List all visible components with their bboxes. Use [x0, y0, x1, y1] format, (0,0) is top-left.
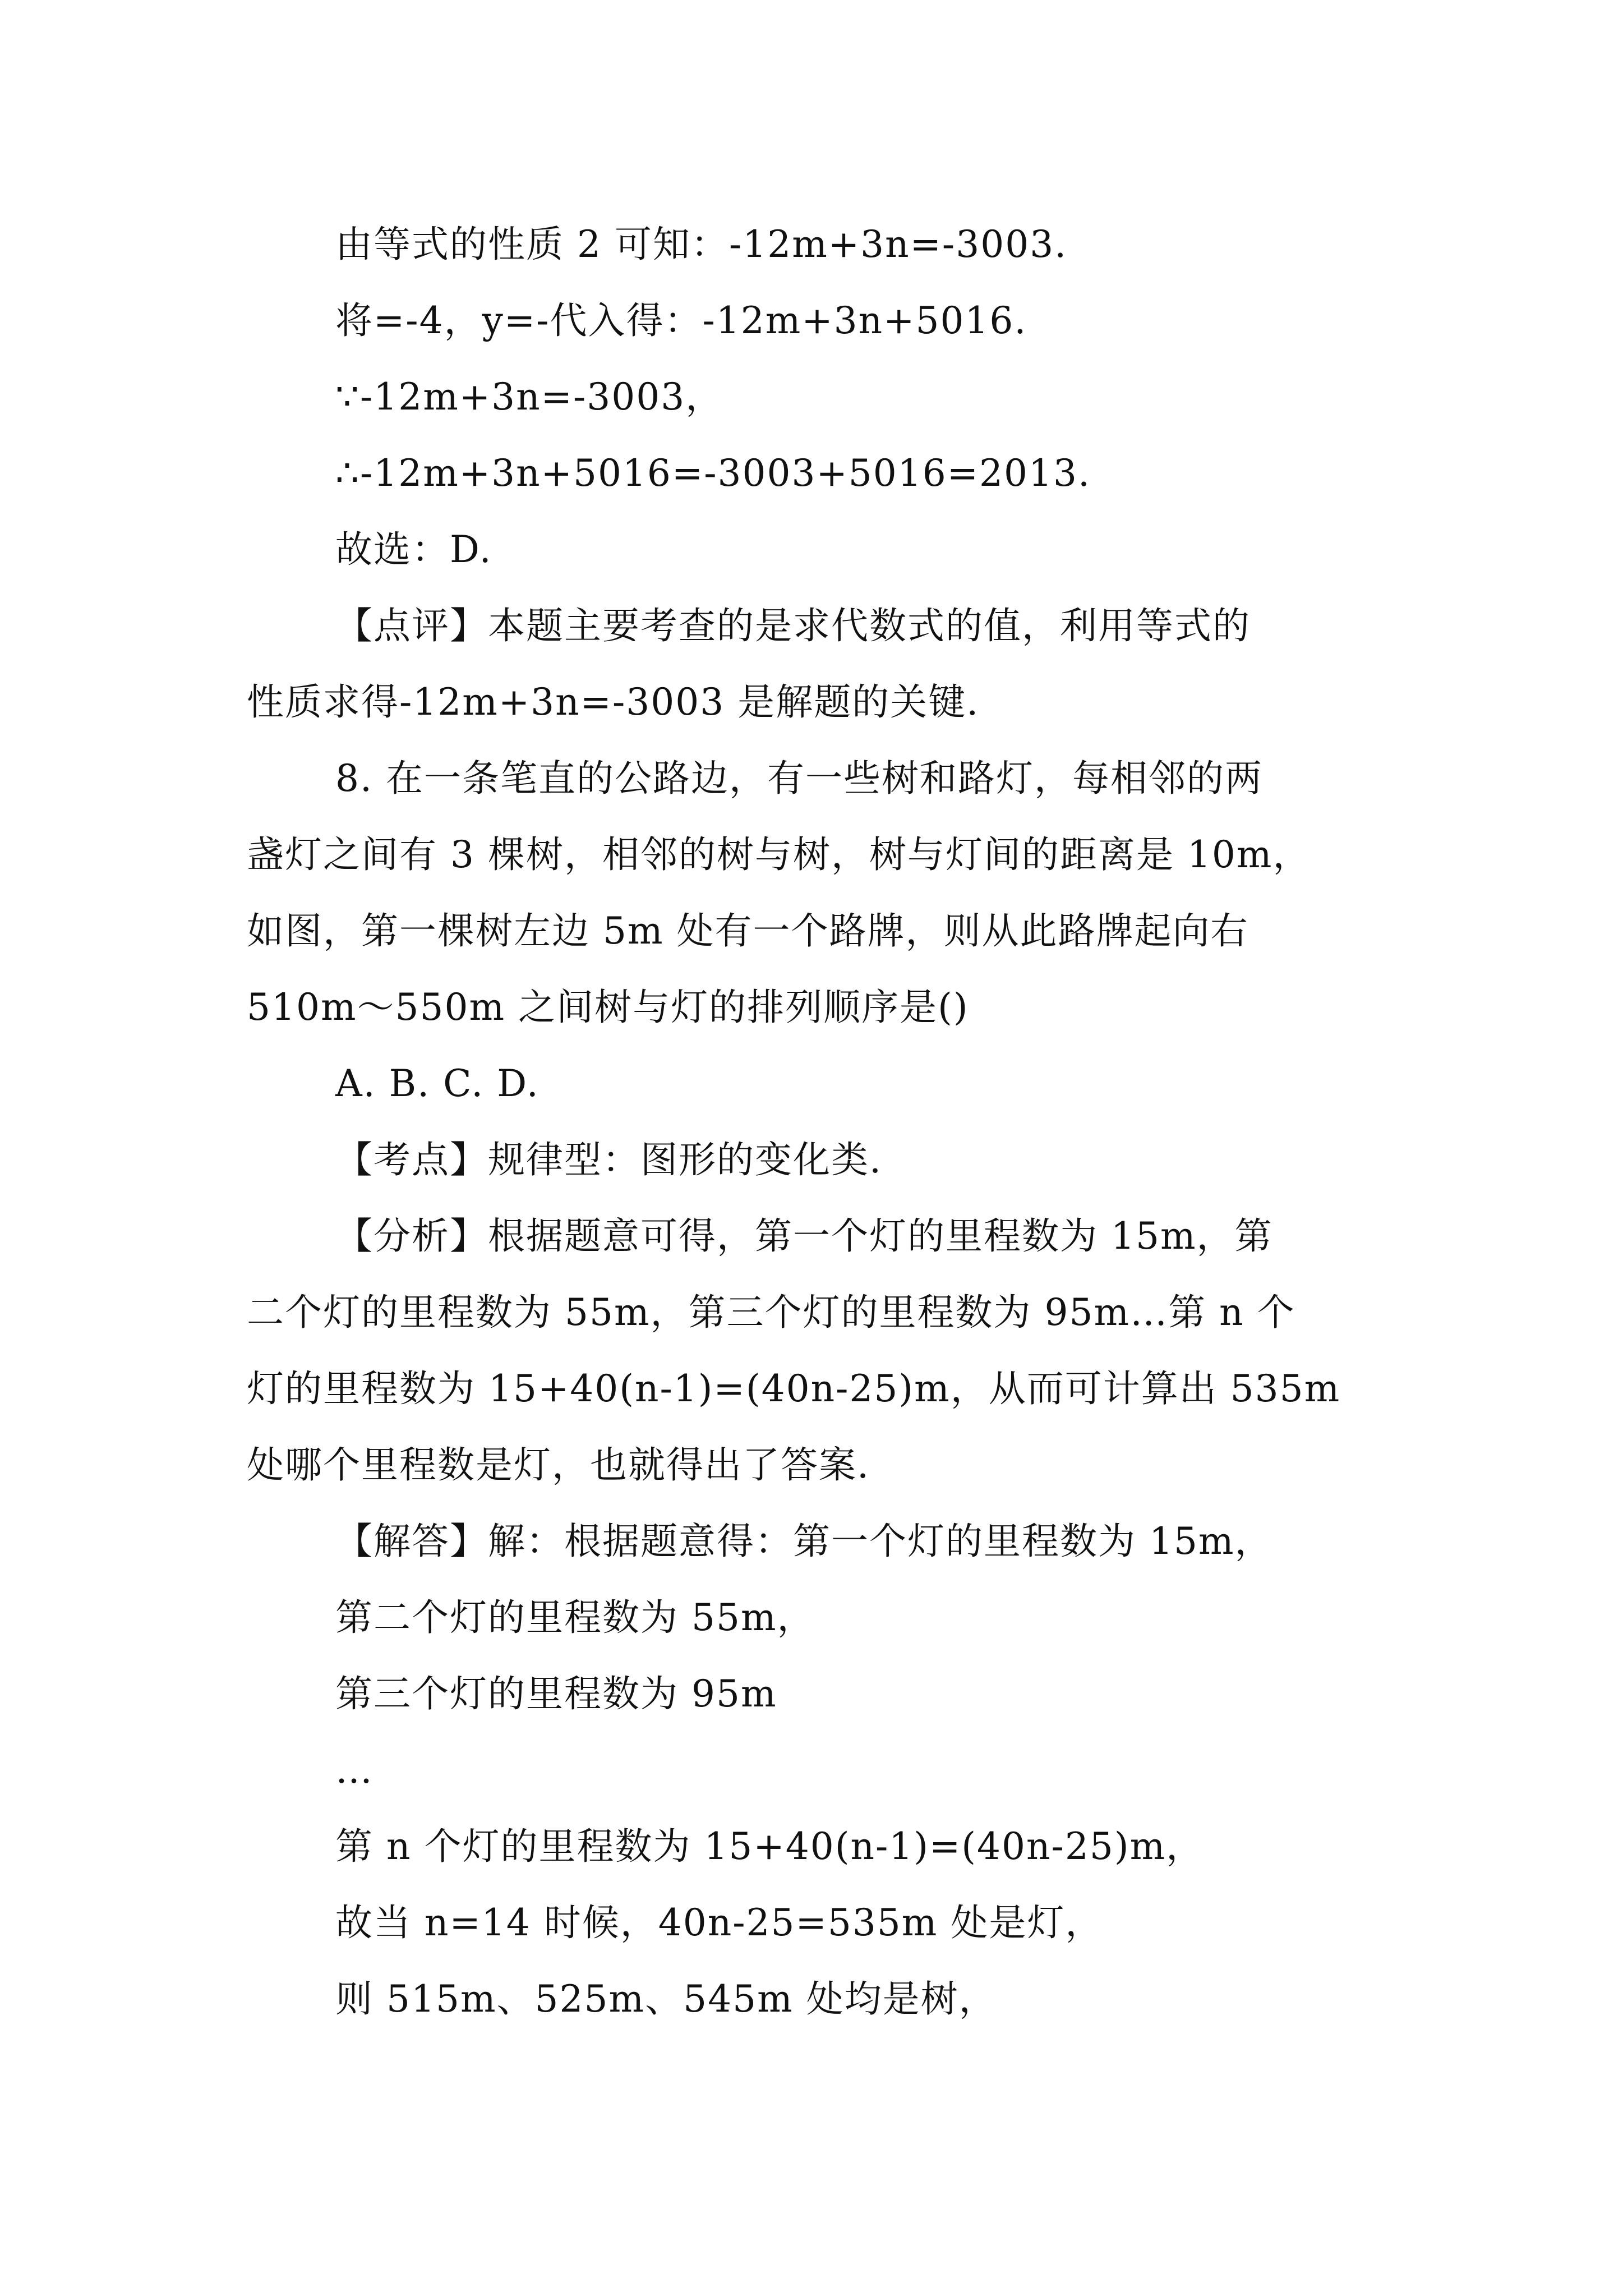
text-line: 【点评】本题主要考查的是求代数式的值，利用等式的: [335, 604, 1251, 647]
text-line: 灯的里程数为 15+40(n-1)=(40n-25)m，从而可计算出 535m: [247, 1367, 1341, 1410]
text-line: 将=-4，y=-代入得：-12m+3n+5016.: [335, 299, 1027, 342]
text-line: 故当 n=14 时候，40n-25=535m 处是灯，: [335, 1901, 1104, 1944]
text-line: 第 n 个灯的里程数为 15+40(n-1)=(40n-25)m，: [335, 1825, 1205, 1868]
text-line: A. B. C. D.: [335, 1062, 540, 1105]
text-line: 盏灯之间有 3 棵树，相邻的树与树，树与灯间的距离是 10m，: [247, 833, 1311, 876]
text-line: 【分析】根据题意可得，第一个灯的里程数为 15m，第: [335, 1214, 1273, 1258]
text-line: 故选：D.: [335, 528, 492, 571]
text-line: …: [335, 1749, 374, 1792]
text-line: 【考点】规律型：图形的变化类.: [335, 1138, 882, 1181]
text-line: 则 515m、525m、545m 处均是树，: [335, 1977, 997, 2021]
text-line: ∴-12m+3n+5016=-3003+5016=2013.: [335, 452, 1091, 495]
text-line: 8. 在一条笔直的公路边，有一些树和路灯，每相邻的两: [335, 757, 1263, 800]
text-line: 处哪个里程数是灯，也就得出了答案.: [247, 1443, 870, 1487]
text-line: 第三个灯的里程数为 95m: [335, 1672, 777, 1715]
text-line: 由等式的性质 2 可知：-12m+3n=-3003.: [335, 223, 1068, 266]
text-line: 如图，第一棵树左边 5m 处有一个路牌，则从此路牌起向右: [247, 909, 1249, 953]
text-line: 【解答】解：根据题意得：第一个灯的里程数为 15m，: [335, 1520, 1273, 1563]
text-line: 510m～550m 之间树与灯的排列顺序是(): [247, 986, 969, 1029]
text-line: 性质求得-12m+3n=-3003 是解题的关键.: [247, 680, 980, 724]
text-line: 二个灯的里程数为 55m，第三个灯的里程数为 95m…第 n 个: [247, 1291, 1295, 1334]
text-line: ∵-12m+3n=-3003，: [335, 375, 724, 418]
text-line: 第二个灯的里程数为 55m，: [335, 1596, 815, 1639]
